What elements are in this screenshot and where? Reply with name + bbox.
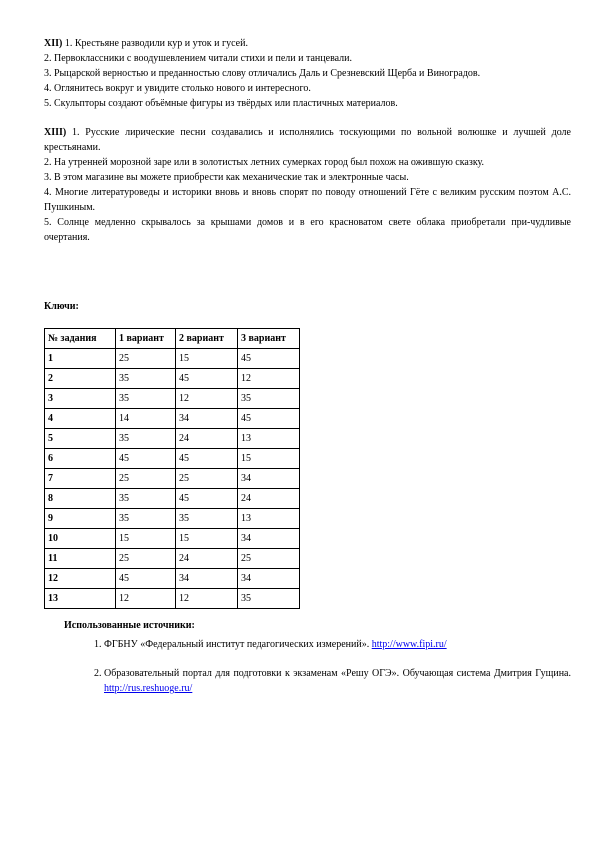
answer-cell: 45 <box>238 409 300 429</box>
sources-list <box>44 637 571 696</box>
answer-cell: 45 <box>116 449 176 469</box>
table-row <box>45 349 300 369</box>
table-row <box>45 389 300 409</box>
exercise-12 <box>44 36 571 111</box>
table-row <box>45 589 300 609</box>
answer-cell: 34 <box>238 469 300 489</box>
answer-cell: 35 <box>116 389 176 409</box>
exercise-13-marker: XIII) <box>44 127 67 138</box>
answer-cell: 34 <box>176 409 238 429</box>
task-number-cell: 7 <box>45 469 116 489</box>
answer-cell: 12 <box>238 369 300 389</box>
table-row <box>45 469 300 489</box>
answer-cell: 35 <box>238 589 300 609</box>
answer-cell: 13 <box>238 429 300 449</box>
source-item: 1. ФГБНУ «Федеральный институт педагогических измерений». http://www.fipi.ru/ <box>104 637 571 652</box>
keys-table-body <box>45 349 300 609</box>
answer-cell: 34 <box>176 569 238 589</box>
header-variant-3: 3 вариант <box>238 329 300 349</box>
answer-cell: 25 <box>116 549 176 569</box>
task-number-cell: 8 <box>45 489 116 509</box>
task-number-cell: 13 <box>45 589 116 609</box>
task-number-cell: 11 <box>45 549 116 569</box>
keys-table <box>44 328 300 609</box>
task-number-cell: 5 <box>45 429 116 449</box>
answer-cell: 25 <box>238 549 300 569</box>
answer-cell: 13 <box>238 509 300 529</box>
task-number-cell: 2 <box>45 369 116 389</box>
table-row <box>45 429 300 449</box>
exercise-13-line-5: 5. Солнце медленно скрывалось за крышами домов и в его красноватом свете облака приобретали при-чудливые очертания. <box>44 217 571 243</box>
answer-cell: 15 <box>176 529 238 549</box>
answer-cell: 12 <box>116 589 176 609</box>
task-number-cell: 1 <box>45 349 116 369</box>
exercise-12-line-2: 2. Первоклассники с воодушевлением читали стихи и пели и танцевали. <box>44 53 353 64</box>
source-link-fipi[interactable]: http://www.fipi.ru/ <box>371 639 447 650</box>
exercise-12-marker: XII) <box>44 38 63 49</box>
exercise-12-line-5: 5. Скульпторы создают объёмные фигуры из твёрдых или пластичных материалов. <box>44 98 398 109</box>
exercise-13-line-3: 3. В этом магазине вы можете приобрести как механические так и электронные часы. <box>44 172 409 183</box>
answer-cell: 45 <box>116 569 176 589</box>
task-number-cell: 3 <box>45 389 116 409</box>
answer-cell: 35 <box>116 429 176 449</box>
table-row <box>45 509 300 529</box>
task-number-cell: 9 <box>45 509 116 529</box>
source-item: 2. Образовательный портал для подготовки к экзаменам «Решу ОГЭ». Обучающая система Дмитрия Гущина. http://rus.reshuoge.ru/ <box>104 666 571 696</box>
sources-title: Использованные источники: <box>64 620 195 631</box>
exercise-12-line-3: 3. Рыцарской верностью и преданностью слову отличались Даль и Срезневский Щерба и Виноградов. <box>44 68 481 79</box>
answer-cell: 45 <box>238 349 300 369</box>
table-row <box>45 369 300 389</box>
answer-cell: 24 <box>238 489 300 509</box>
answer-cell: 15 <box>176 349 238 369</box>
answer-cell: 34 <box>238 529 300 549</box>
header-variant-1: 1 вариант <box>116 329 176 349</box>
header-variant-2: 2 вариант <box>176 329 238 349</box>
table-row <box>45 409 300 429</box>
exercise-12-line-1: XII) 1. Крестьяне разводили кур и уток и гусей. <box>44 38 248 49</box>
exercise-13-line-2: 2. На утренней морозной заре или в золотистых летних сумерках город был похож на ожившую сказку. <box>44 157 485 168</box>
answer-cell: 12 <box>176 589 238 609</box>
answer-cell: 35 <box>116 369 176 389</box>
exercise-13-line-4: 4. Многие литературоведы и историки вновь и вновь спорят по поводу отношений Гёте с великим русским поэтом А.С. Пушкиным. <box>44 187 571 213</box>
answer-cell: 14 <box>116 409 176 429</box>
exercise-13-line-1: XIII) 1. Русские лирические песни создавались и исполнялись тоскующими по вольной волюшке и лучшей доле крестьянами. <box>44 127 571 153</box>
answer-cell: 24 <box>176 549 238 569</box>
answer-cell: 15 <box>238 449 300 469</box>
source-link-reshuoge[interactable]: http://rus.reshuoge.ru/ <box>104 683 193 694</box>
answer-cell: 34 <box>238 569 300 589</box>
table-row <box>45 549 300 569</box>
answer-cell: 15 <box>116 529 176 549</box>
answer-cell: 12 <box>176 389 238 409</box>
answer-cell: 25 <box>116 469 176 489</box>
keys-header-row <box>45 329 300 349</box>
answer-cell: 45 <box>176 489 238 509</box>
table-row <box>45 489 300 509</box>
task-number-cell: 10 <box>45 529 116 549</box>
table-row <box>45 569 300 589</box>
answer-cell: 35 <box>116 509 176 529</box>
header-task-number: № задания <box>45 329 116 349</box>
answer-cell: 35 <box>116 489 176 509</box>
task-number-cell: 4 <box>45 409 116 429</box>
table-row <box>45 529 300 549</box>
answer-cell: 25 <box>176 469 238 489</box>
task-number-cell: 12 <box>45 569 116 589</box>
exercise-12-line-4: 4. Оглянитесь вокруг и увидите столько нового и интересного. <box>44 83 311 94</box>
task-number-cell: 6 <box>45 449 116 469</box>
answer-cell: 25 <box>116 349 176 369</box>
table-row <box>45 449 300 469</box>
answer-cell: 24 <box>176 429 238 449</box>
answer-cell: 35 <box>176 509 238 529</box>
exercise-13 <box>44 125 571 245</box>
keys-title: Ключи: <box>44 301 79 312</box>
answer-cell: 45 <box>176 449 238 469</box>
answer-cell: 35 <box>238 389 300 409</box>
answer-cell: 45 <box>176 369 238 389</box>
